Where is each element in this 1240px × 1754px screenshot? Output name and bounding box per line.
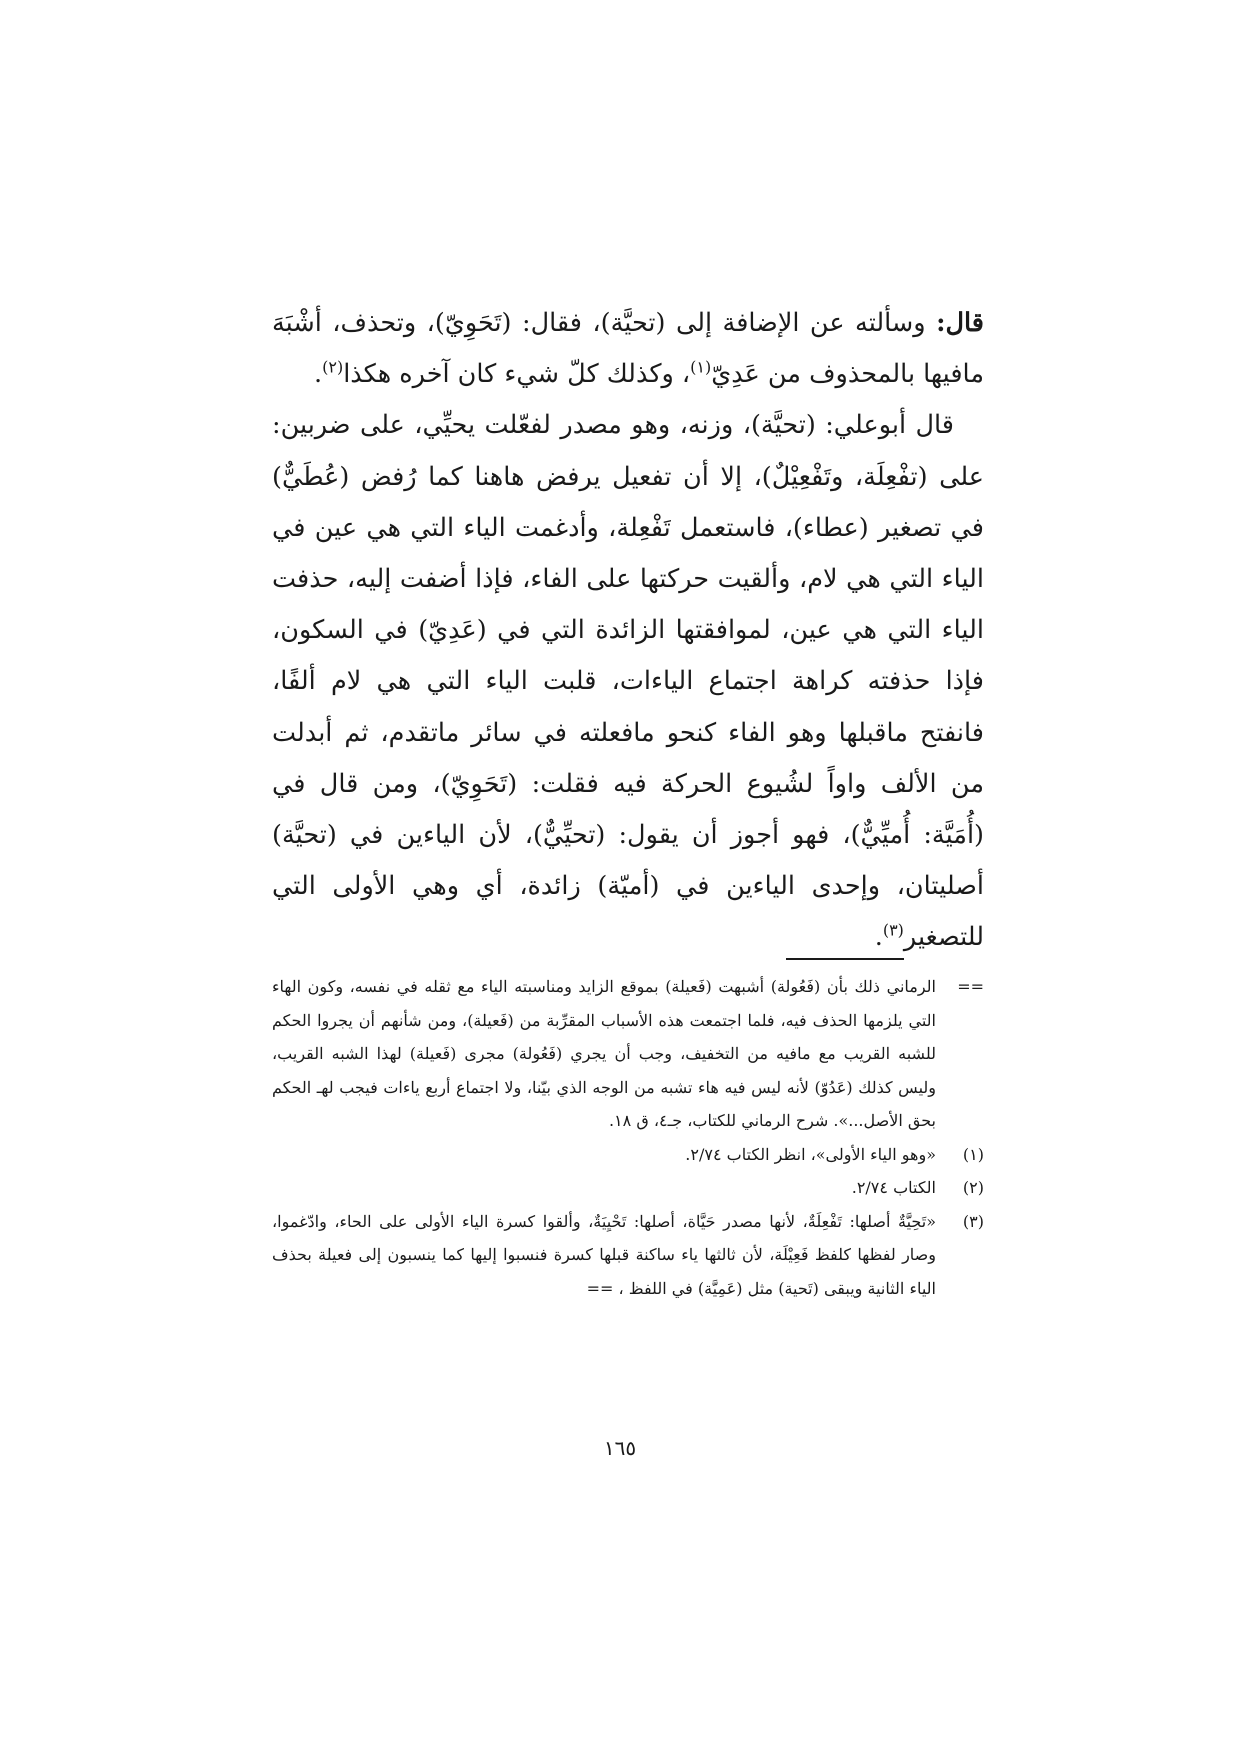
footnote-separator — [786, 958, 904, 960]
paragraph-1-end: . — [313, 359, 323, 390]
footnote-mark: (٣) — [962, 1211, 984, 1231]
footnotes — [272, 970, 984, 1305]
paragraph-1-text: وسألته عن الإضافة إلى (تحيَّة)، فقال: (تَحَوِيّ)، وتحذف، أشْبَهَ مافيها بالمحذوف من عَدِيّ — [272, 308, 984, 390]
footnote-mark: (٢) — [962, 1178, 984, 1197]
footnote-3 — [272, 1205, 984, 1306]
paragraph-2-text: قال أبوعلي: (تحيَّة)، وزنه، وهو مصدر لفعّلت يحيِّي، على ضربين: على (تفْعِلَة، وتَفْعِيْلٌ)، إلا أن تفعيل يرفض هاهنا كما رُفض (عُطَيٌّ) في تصغير (عطاء)، فاستعمل تَفْعِلة، وأدغمت الياء التي هي عين في الياء التي هي لام، وألقيت حركتها على الفاء، فإذا أضفت إليه، حذفت الياء التي هي عين، لموافقتها الزائدة التي في (عَدِيّ) في السكون، فإذا حذفته كراهة اجتماع الياءات، قلبت الياء التي هي لام ألفًا، فانفتح ماقبلها وهو الفاء كنحو مافعلته في سائر ماتقدم، ثم أبدلت من الألف واواً لشُيوع الحركة فيه فقلت: (تَحَوِيّ)، ومن قال في (أُمَيَّة: أُميِّيٌّ)، فهو أجوز أن يقول: (تحيِّيٌّ)، لأن الياءين في (تحيَّة) أصليتان، وإحدى الياءين في (أميّة) زائدة، أي وهي الأولى التي للتصغير — [272, 410, 984, 953]
footnote-2 — [272, 1171, 984, 1205]
footnote-text: «وهو الياء الأولى»، انظر الكتاب ٢/٧٤. — [685, 1144, 936, 1164]
lead-word: قال: — [936, 308, 984, 338]
paragraph-1-text-b: ، وكذلك كلّ شيء كان آخره هكذا — [343, 359, 691, 390]
paragraph-2-end: . — [874, 922, 883, 953]
footnote-text: الرماني ذلك بأن (فَعُولة) أشبهت (فَعيلة) بموقع الزايد ومناسبته الياء مع ثقله في نفسه، وكون الهاء التي يلزمها الحذف فيه، فلما اجتمعت هذه الأسباب المقرِّبة من (فَعيلة)، ومن شأنهم أن يجروا الحكم للشبه القريب مع مافيه من التخفيف، وجب أن يجري (فَعُولة) مجرى (فَعيلة) لهذا الشبه القريب، وليس كذلك (عَدُوّ) لأنه ليس فيه هاء تشبه من الوجه الذي بيّنا، ولا اجتماع أربع ياءات فيجب لهـ الحكم بحق الأصل...». شرح الرماني للكتاب، جـ٤، ق ١٨. — [272, 977, 937, 1130]
footnote-1 — [272, 1138, 984, 1172]
footnote-ref-1[interactable]: (١) — [690, 357, 712, 377]
footnote-ref-3[interactable]: (٣) — [882, 920, 904, 940]
main-text — [272, 298, 984, 964]
footnote-continued — [272, 970, 984, 1138]
footnote-mark: (١) — [962, 1144, 984, 1164]
footnote-ref-2[interactable]: (٢) — [322, 357, 344, 377]
footnote-text: الكتاب ٢/٧٤. — [851, 1178, 936, 1197]
page-number: ١٦٥ — [603, 1436, 637, 1460]
footnote-mark: == — [957, 977, 984, 996]
paragraph-2 — [272, 400, 984, 963]
paragraph-1 — [272, 298, 984, 400]
footnote-text: «تَحِيَّةٌ أصلها: تَفْعِلَةٌ، لأنها مصدر حَيَّاة، أصلها: تَحْيِيَةٌ، وألقوا كسرة الياء الأولى على الحاء، وادّغموا، وصار لفظها كلفظ فَعِيْلَة، لأن ثالثها ياء ساكنة قبلها كسرة فنسبوا إليها كما ينسبون إلى فعيلة بحذف الياء الثانية ويبقى (تَحية) مثل (عَمِيَّة) في اللفظ ، == — [272, 1211, 936, 1298]
